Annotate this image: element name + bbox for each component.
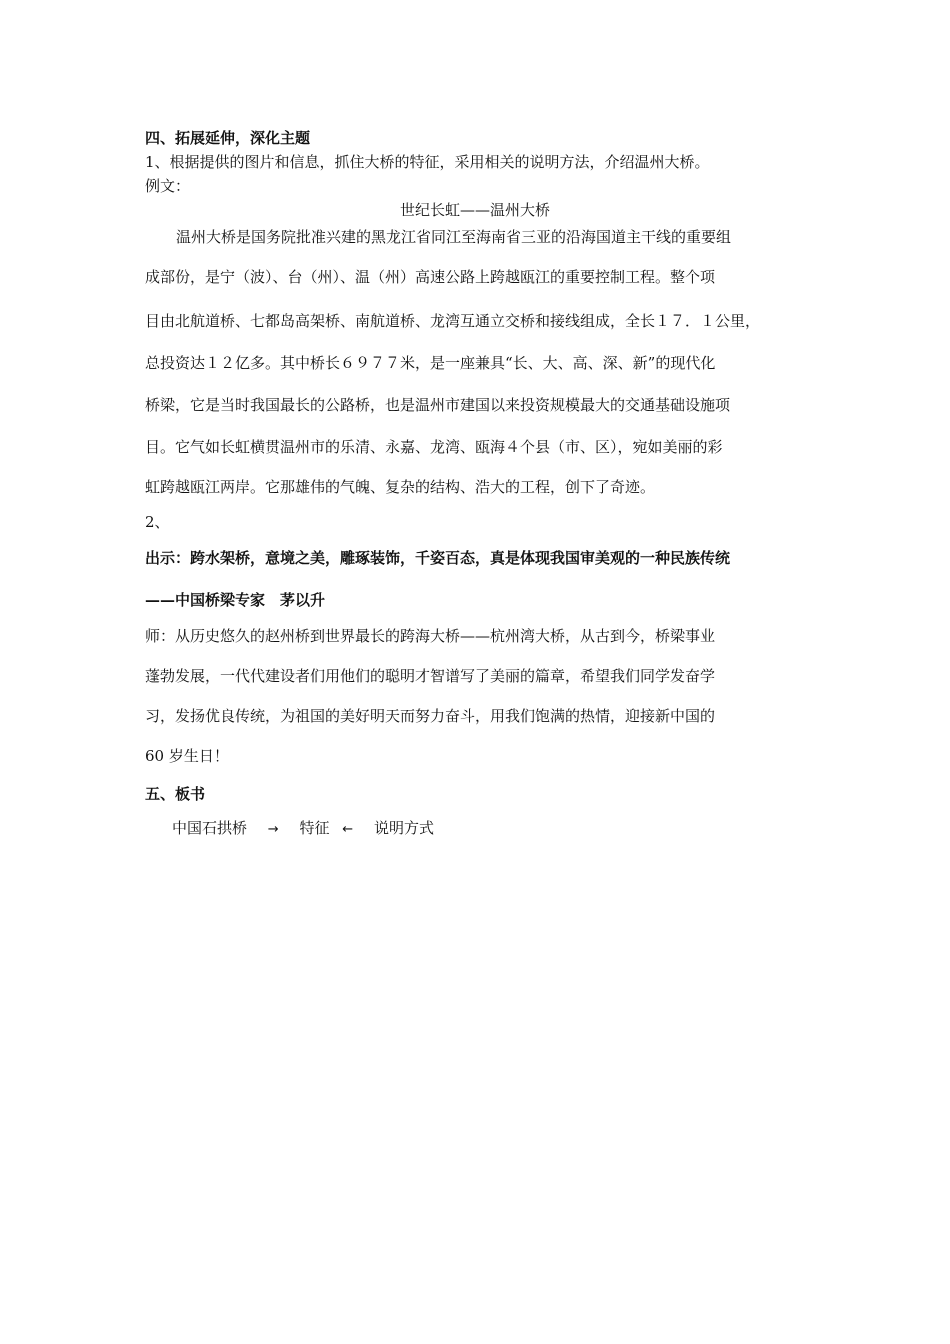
essay-line: 温州大桥是国务院批准兴建的黑龙江省同江至海南省三亚的沿海国道主干线的重要组 bbox=[176, 228, 732, 246]
quote-text: 出示：跨水架桥，意境之美，雕琢装饰，千姿百态，真是体现我国审美观的一种民族传统 bbox=[145, 549, 731, 567]
section-4-item-2: 2、 bbox=[145, 513, 170, 531]
section-4-item-1: 1、根据提供的图片和信息，抓住大桥的特征，采用相关的说明方法，介绍温州大桥。 bbox=[145, 153, 710, 171]
arrow-left-icon: ← bbox=[342, 822, 354, 837]
example-label: 例文： bbox=[145, 177, 191, 195]
essay-line: 桥梁，它是当时我国最长的公路桥，也是温州市建国以来投资规模最大的交通基础设施项 bbox=[145, 396, 731, 414]
blackboard-summary bbox=[172, 818, 434, 840]
essay-line: 成部份，是宁（波）、台（州）、温（州）高速公路上跨越瓯江的重要控制工程。整个项 bbox=[145, 268, 716, 286]
arrow-right-icon: → bbox=[267, 822, 279, 837]
board-explanation-methods: 说明方式 bbox=[373, 819, 434, 837]
teacher-line: 蓬勃发展，一代代建设者们用他们的聪明才智谱写了美丽的篇章，希望我们同学发奋学 bbox=[145, 667, 716, 685]
teacher-line: 习，发扬优良传统，为祖国的美好明天而努力奋斗，用我们饱满的热情，迎接新中国的 bbox=[145, 707, 716, 725]
section-4-heading: 四、拓展延伸，深化主题 bbox=[145, 129, 311, 147]
quote-source: ——中国桥梁专家 茅以升 bbox=[145, 591, 326, 609]
section-5-heading: 五、板书 bbox=[145, 785, 206, 803]
essay-title: 世纪长虹——温州大桥 bbox=[399, 201, 550, 219]
essay-line: 目由北航道桥、七都岛高架桥、南航道桥、龙湾互通立交桥和接线组成，全长１７．１公里， bbox=[145, 312, 761, 330]
board-stone-arch-bridge: 中国石拱桥 bbox=[172, 819, 248, 837]
essay-line: 目。它气如长虹横贯温州市的乐清、永嘉、龙湾、瓯海４个县（市、区），宛如美丽的彩 bbox=[145, 438, 723, 456]
teacher-line: 师：从历史悠久的赵州桥到世界最长的跨海大桥——杭州湾大桥，从古到今，桥梁事业 bbox=[145, 627, 716, 645]
essay-line: 总投资达１２亿多。其中桥长６９７７米，是一座兼具“长、大、高、深、新”的现代化 bbox=[145, 354, 716, 372]
essay-line: 虹跨越瓯江两岸。它那雄伟的气魄、复杂的结构、浩大的工程，创下了奇迹。 bbox=[145, 478, 656, 496]
board-features: 特征 bbox=[299, 819, 330, 837]
teacher-line: 60 岁生日！ bbox=[145, 747, 229, 765]
